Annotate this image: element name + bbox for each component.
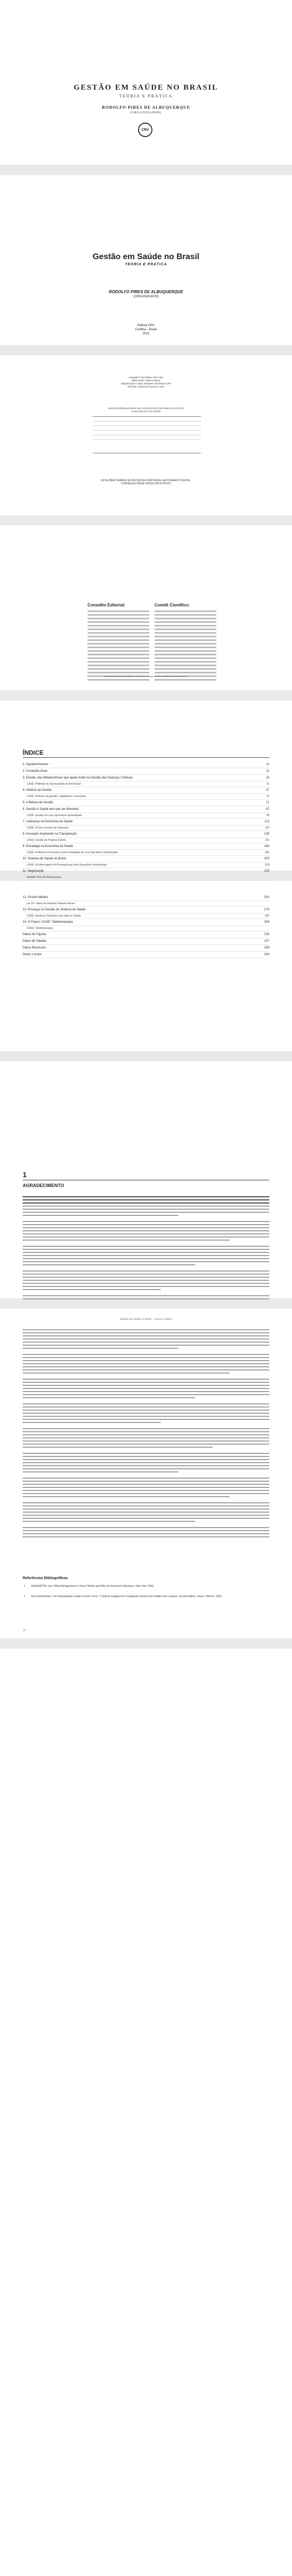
text-line xyxy=(23,1270,269,1272)
text-line xyxy=(23,1258,269,1259)
text-line xyxy=(23,1444,269,1445)
reference-item xyxy=(24,1595,268,1599)
text-line xyxy=(23,1369,269,1370)
toc-item-page: 139 xyxy=(264,833,269,836)
toc-subitem[interactable] xyxy=(23,913,269,919)
references-page xyxy=(0,1309,292,1638)
toc-item-page: 181 xyxy=(265,851,269,854)
text-line xyxy=(23,1468,269,1469)
text-line xyxy=(23,1490,269,1491)
toc-item-label: 12. Ensino Médico xyxy=(23,896,48,899)
text-line xyxy=(23,1221,269,1222)
publisher-name: Editora CRV xyxy=(137,324,155,327)
reference-text: TANGERTTN, nnn: What Management Is: How It Works and Why It's Everyone's Business. New York, 2002. xyxy=(31,1585,154,1588)
reference-item xyxy=(24,1585,268,1588)
copyright-page xyxy=(0,355,292,515)
text-line xyxy=(23,1437,269,1438)
toc-item[interactable] xyxy=(23,761,269,768)
half-author-role: (ORGANIZADOR) xyxy=(130,111,162,114)
toc-item-page: 57 xyxy=(266,795,269,798)
text-line xyxy=(23,1215,178,1216)
text-line xyxy=(23,1236,269,1238)
text-line xyxy=(23,1252,269,1253)
text-line xyxy=(23,1515,269,1516)
text-line xyxy=(23,1422,161,1423)
reference-number: 1 xyxy=(24,1585,25,1588)
scientific-committee-title: Comitê Científico: xyxy=(154,603,190,607)
text-line xyxy=(23,1332,269,1333)
text-line xyxy=(23,1403,269,1404)
toc-item[interactable] xyxy=(23,907,269,913)
copyright-lines xyxy=(0,376,292,388)
toc-item[interactable] xyxy=(23,843,269,850)
toc-item-page: 343 xyxy=(264,953,269,956)
toc-item-label: 13. Pirunaça no Gestão do Sistema de Saúde xyxy=(23,908,86,911)
toc-item-label: 2. Conteúdo Atual xyxy=(23,770,47,773)
toc-item-label: Índice de Tabelas xyxy=(23,940,47,943)
toc-item-page: 279 xyxy=(264,908,269,911)
scientific-committee xyxy=(154,603,216,683)
text-line xyxy=(23,1413,269,1414)
text-line xyxy=(23,1518,269,1519)
toc-item-label: 4. História da Gestão xyxy=(23,789,52,792)
publisher-logo-icon: CRV xyxy=(138,123,152,137)
toc-item-label: CASE: Histórico da gestão: Capitalismo Consciente xyxy=(27,795,86,798)
half-title: GESTÃO EM SAÚDE NO BRASIL xyxy=(74,83,218,92)
text-line xyxy=(23,1354,269,1355)
chapter-heading: AGRADECIMENTO xyxy=(23,1183,64,1188)
text-line xyxy=(23,1484,269,1485)
cip-title: DADOS INTERNACIONAIS DE CATALOGAÇÃO NA PUBLICAÇÃO (CIP) xyxy=(108,407,184,410)
toc-item-page: 31 xyxy=(266,783,269,786)
text-line xyxy=(23,1345,269,1346)
text-line xyxy=(23,1385,269,1386)
text-line xyxy=(23,1434,269,1435)
toc-item-page: 71 xyxy=(266,801,269,804)
digital-notice xyxy=(0,479,292,485)
digital-notice-line: ESTA OBRA TAMBÉM SE ENCONTRA DISPONÍVEL EM FORMATO DIGITAL. xyxy=(100,479,192,482)
toc-subitem[interactable] xyxy=(23,782,269,787)
text-line xyxy=(23,1410,269,1411)
publisher-city: Curitiba – Brasil xyxy=(135,328,157,331)
text-line xyxy=(23,1397,195,1398)
toc-item-page: 337 xyxy=(264,940,269,943)
toc-item-page: 263 xyxy=(264,896,269,899)
toc-item-label: Rodolfo Pires de Albuquerque xyxy=(27,876,61,879)
toc-subitem[interactable] xyxy=(23,875,269,880)
references-heading: Referências Bibliográficas xyxy=(23,1577,68,1580)
book-title: Gestão em Saúde no Brasil xyxy=(92,252,200,261)
text-line xyxy=(23,1209,269,1210)
toc-item-label: 3. Estudo, das Metamorfoses que ajuda muito na Gestão das Doenças Crônicas xyxy=(23,776,133,779)
toc-subitem[interactable] xyxy=(23,838,269,843)
toc-item-label: CASE: Pirâmide de Necessidade de Bem-Estar xyxy=(27,783,81,786)
text-line xyxy=(23,1261,269,1262)
book-author: RODOLFO PIRES DE ALBUQUERQUE xyxy=(109,290,183,294)
text-line xyxy=(23,1406,269,1408)
toc-item[interactable] xyxy=(23,931,269,938)
toc-item-page: 205 xyxy=(264,857,269,860)
text-line xyxy=(23,1533,269,1534)
page-number: 12 xyxy=(23,1629,26,1632)
text-line xyxy=(23,1360,269,1361)
toc-item-label: CASE: Telefarmacopia xyxy=(27,927,53,930)
toc-item[interactable] xyxy=(23,894,269,901)
text-line xyxy=(23,1289,161,1290)
text-line xyxy=(23,1338,269,1340)
toc-item[interactable] xyxy=(23,831,269,838)
text-line xyxy=(23,1459,269,1460)
book-author-role: (ORGANIZADOR) xyxy=(133,295,159,298)
toc-item[interactable] xyxy=(23,938,269,945)
text-line xyxy=(23,1202,269,1204)
text-line xyxy=(23,1431,269,1432)
toc-item[interactable] xyxy=(23,806,269,813)
running-header: Gestão em Saúde no Brasil – Teoria e Prática xyxy=(119,1318,173,1321)
text-line xyxy=(23,1348,178,1349)
toc-item[interactable] xyxy=(23,787,269,794)
text-line xyxy=(23,1366,269,1367)
toc-item-label: 11. Negociação xyxy=(23,870,44,873)
text-line xyxy=(23,1447,213,1448)
toc-item-page: 113 xyxy=(264,820,269,823)
text-line xyxy=(23,1453,269,1454)
text-line xyxy=(23,1342,269,1343)
copyright-line: Editor-chefe: Railson Moura xyxy=(131,379,161,382)
text-line xyxy=(23,1478,269,1479)
toc-item-page: 23 xyxy=(266,776,269,779)
blank-page xyxy=(0,1649,292,2576)
text-line xyxy=(23,1462,269,1463)
text-line xyxy=(23,1298,269,1299)
text-line xyxy=(23,1224,269,1225)
half-title-page xyxy=(0,0,292,165)
toc-item-label: por Drª. Maria da Paixeiral Teixeira Nunes xyxy=(27,902,75,905)
title-page xyxy=(0,175,292,345)
text-line xyxy=(23,1416,269,1417)
toc-item-label: Sobre o Autor xyxy=(23,953,42,956)
text-line xyxy=(23,1505,269,1506)
text-line xyxy=(23,1280,269,1281)
toc-item-label: CASE: Jô tem coração de Liderança xyxy=(27,826,68,829)
toc-subitem[interactable] xyxy=(23,901,269,907)
text-line xyxy=(23,1233,269,1234)
text-line xyxy=(23,1512,269,1513)
toc-item[interactable] xyxy=(23,819,269,825)
text-line xyxy=(23,1382,269,1383)
toc-item-label: 7. Liderança na Economia da Saúde xyxy=(23,820,73,823)
toc-item-label: Índice Remissivo xyxy=(23,946,46,950)
toc-item-page: 125 xyxy=(265,826,269,829)
toc-item-label: 6. Gestão e Saúde tem que ser diferente xyxy=(23,808,79,811)
toc-subitem[interactable] xyxy=(23,813,269,819)
text-line xyxy=(23,1509,269,1510)
toc-item-page: 87 xyxy=(266,808,269,811)
toc-item-label: 8. Inovação inspirando na Transpiração xyxy=(23,833,77,836)
text-line xyxy=(23,1255,269,1256)
text-line xyxy=(23,1521,195,1522)
text-line xyxy=(23,1493,269,1494)
peer-review-note: Este livro passou por avaliação e aprovação às cegas de dois ou mais pareceristas ad hoc. xyxy=(104,675,188,677)
toc-subitem[interactable] xyxy=(23,794,269,800)
text-line xyxy=(23,1465,269,1466)
text-line xyxy=(23,1246,269,1247)
book-subtitle: TEORIA E PRÁTICA xyxy=(125,263,167,266)
toc-item[interactable] xyxy=(23,945,269,952)
toc-item-page: 47 xyxy=(266,789,269,792)
text-line xyxy=(23,1277,269,1278)
cip-record xyxy=(93,416,201,453)
toc-item[interactable] xyxy=(23,800,269,806)
toc-item[interactable] xyxy=(23,868,269,875)
text-line xyxy=(23,1196,269,1197)
text-line xyxy=(23,1536,269,1537)
copyright-line: Revisão: Analista de Escrita e Artes xyxy=(127,385,165,388)
reference-number: 2 xyxy=(24,1595,25,1598)
toc-subitem[interactable] xyxy=(23,926,269,931)
toc-item[interactable] xyxy=(23,775,269,782)
copyright-line: Copyright © da Editora CRV Ltda. xyxy=(128,376,164,379)
toc-item-page: 99 xyxy=(266,814,269,817)
text-line xyxy=(23,1363,269,1364)
toc-item-page: 335 xyxy=(264,933,269,936)
toc-list-continued xyxy=(23,894,269,958)
reference-text: Tony Zimmerman, The Humanitarian Leader in Each of Us: 7 Choices Insights from Complexity Science for Health Care Leaders. Second edition. Texas: VHA Inc. 2001. xyxy=(31,1595,222,1598)
toc-item-label: CASE: A Melhoria Financeira Como Estratégia de uma Operadora Verticalizada xyxy=(27,851,118,854)
editorial-board xyxy=(88,603,149,683)
chapter-body xyxy=(23,1196,269,1301)
text-line xyxy=(23,1295,269,1296)
text-line xyxy=(23,1227,269,1228)
toc-item-page: 291 xyxy=(265,914,269,918)
toc-page xyxy=(0,701,292,879)
text-line xyxy=(23,1212,269,1213)
toc-item-label: 9. Estratégia na Economia da Saúde xyxy=(23,845,73,848)
digital-notice-line: CONHEÇA E BAIXE NOSSO APLICATIVO! xyxy=(121,482,171,485)
toc-item-label: CASE: Gestores Populares que valer as Saúde xyxy=(27,914,81,918)
text-line xyxy=(23,1527,269,1528)
text-line xyxy=(23,1264,195,1265)
toc-item-page: 169 xyxy=(264,845,269,848)
toc-item-page: 233 xyxy=(264,870,269,873)
text-line xyxy=(23,1496,230,1497)
toc-title: ÍNDICE xyxy=(23,749,44,756)
toc-item[interactable] xyxy=(23,952,269,958)
cip-heading xyxy=(0,407,292,413)
half-author: RODOLFO PIRES DE ALBUQUERQUE xyxy=(101,105,191,110)
toc-item-page: 339 xyxy=(264,946,269,950)
text-line xyxy=(23,1530,269,1531)
cip-subtitle: CATALOGAÇÃO NA FONTE xyxy=(131,410,161,413)
copyright-line: Diagramação e Capa: Designers da Editora CRV xyxy=(121,382,171,385)
toc-subitem[interactable] xyxy=(23,825,269,831)
text-line xyxy=(23,1329,269,1330)
text-line xyxy=(23,1283,269,1284)
text-line xyxy=(23,1379,269,1380)
toc-item-label: CASE: Gestão em uma Operadora Verticalizada xyxy=(27,814,82,817)
toc-item-label: CASE: A Enfermagem de Promoção por uma Operadora Verticalizada xyxy=(27,863,107,867)
boards-page xyxy=(0,526,292,690)
text-line xyxy=(23,1335,269,1336)
toc-list xyxy=(23,761,269,886)
toc-item-page: 151 xyxy=(265,839,269,842)
toc-subitem[interactable] xyxy=(23,862,269,868)
half-subtitle: TEORIA E PRÁTICA xyxy=(119,94,173,98)
toc-item-page: 11 xyxy=(266,763,269,766)
toc-item-label: Índice de Figuras xyxy=(23,933,47,936)
publisher-block xyxy=(0,324,292,336)
toc-page-continued xyxy=(0,881,292,1051)
toc-item-page: 309 xyxy=(264,921,269,924)
text-line xyxy=(23,1249,269,1250)
text-line xyxy=(23,1502,269,1503)
publication-year: 2022 xyxy=(142,332,150,335)
toc-item[interactable] xyxy=(23,919,269,926)
text-line xyxy=(23,1274,269,1275)
text-line xyxy=(23,1388,269,1389)
toc-item[interactable] xyxy=(23,856,269,862)
text-line xyxy=(23,1230,269,1231)
page-body xyxy=(23,1329,269,1539)
toc-item-label: CASE: Gestão de Projetos Estrela xyxy=(27,839,66,842)
text-line xyxy=(23,1394,269,1395)
toc-item-label: 1. Agradecimentos xyxy=(23,763,48,766)
text-line xyxy=(23,1286,269,1287)
text-line xyxy=(23,1206,269,1207)
text-line xyxy=(23,1357,269,1358)
toc-item-label: 5. A Beleza da Gestão xyxy=(23,801,54,804)
text-line xyxy=(23,1428,269,1429)
text-line xyxy=(23,1419,269,1420)
toc-item-page: 219 xyxy=(265,863,269,867)
text-line xyxy=(23,1240,230,1241)
text-line xyxy=(23,1456,269,1457)
toc-item-label: 14. O Futuro: CASE: Telefarmacopia xyxy=(23,921,73,924)
toc-item[interactable] xyxy=(23,768,269,775)
toc-rule xyxy=(23,757,269,758)
toc-item-page: 11 xyxy=(266,770,269,773)
text-line xyxy=(23,1481,269,1482)
editorial-board-title: Conselho Editorial: xyxy=(88,603,126,607)
toc-subitem[interactable] xyxy=(23,850,269,856)
text-line xyxy=(23,1471,178,1472)
text-line xyxy=(23,1199,269,1200)
chapter-page xyxy=(0,1061,292,1298)
toc-item-label: 10. Sistema de Saúde no Brasil xyxy=(23,857,66,860)
text-line xyxy=(23,1372,230,1374)
text-line xyxy=(23,1440,269,1442)
text-line xyxy=(23,1487,269,1488)
chapter-number: 1 xyxy=(23,1171,27,1179)
text-line xyxy=(23,1391,269,1392)
